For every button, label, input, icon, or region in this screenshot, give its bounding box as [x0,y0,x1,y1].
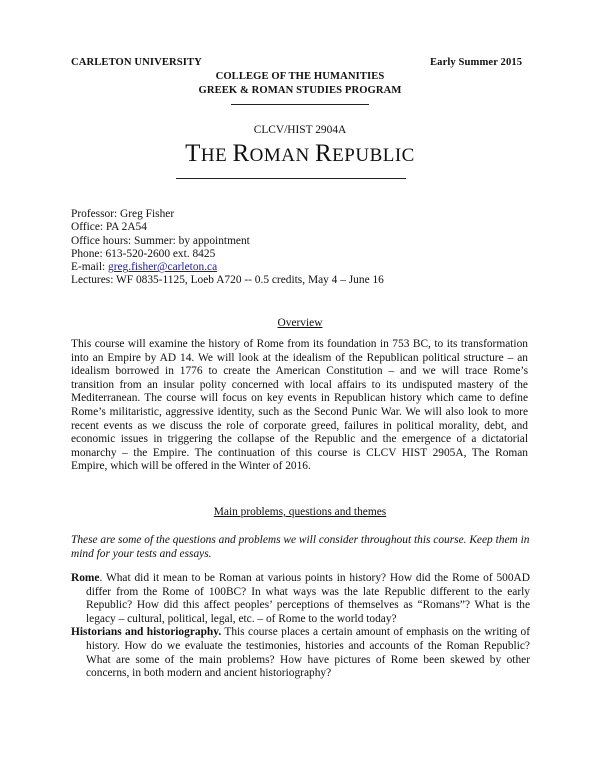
title-divider [176,178,406,179]
course-title [0,140,600,168]
theme-item-rome [71,572,530,626]
office-line: Office: PA 2A54 [71,221,147,234]
email-line [71,261,384,274]
themes-intro: These are some of the questions and problems we will consider throughout this course. Keep them in mind for your tests and essays. [71,534,530,560]
office-hours-line: Office hours: Summer: by appointment [71,234,250,247]
themes-list [71,572,530,681]
title-smallcaps-he: HE [200,145,233,166]
phone-line: Phone: 613-520-2600 ext. 8425 [71,247,216,260]
college-name: COLLEGE OF THE HUMANITIES [215,71,385,82]
title-cap-r2: R [314,140,333,167]
theme-term: Rome [71,572,100,584]
title-cap-t: T [185,140,201,167]
theme-term: Historians and historiography. [71,626,222,639]
course-code: CLCV/HIST 2904A [253,124,347,136]
theme-text: This course places a certain amount of emphasis on the writing of history. How do we evaluate the testimonies, histories and accounts of the Roman Republic? What are some of the main problems? How have pictures of Rome been skewed by other concerns, in both modern and ancient historiography? [86,626,530,680]
overview-paragraph: This course will examine the history of Rome from its foundation in 753 BC, to its transformation into an Empire by AD 14. We will look at the idealism of the Republican political structure – an idealism borrowed in 1776 to create the American Constitution – and we will trace Rome’s transition from an insular polity concerned with local affairs to its undisputed mastery of the Mediterranean. The course will focus on key events in Republican history which came to define Rome’s militaristic, aggressive identity, such as the Second Punic War. We will also look to more recent events as we discuss the role of corporate greed, failures in political morality, debt, and economic issues in triggering the collapse of the Republic and the emergence of a dictatorial monarchy – the Empire. The continuation of this course is CLCV HIST 2905A, The Roman Empire, which will be offered in the Winter of 2016. [71,338,528,473]
theme-text: . What did it mean to be Roman at various points in history? How did the Rome of 500AD differ from the Rome of 100BC? In what ways was the late Republic different to the early Republic? How did this affect peoples’ perceptions of themselves as “Romans”? What is the legacy – cultural, political, legal, etc. – of Rome to the world today? [86,572,530,625]
professor-line: Professor: Greg Fisher [71,208,175,220]
university-name: CARLETON UNIVERSITY [71,57,202,68]
title-smallcaps-oman: OMAN [249,145,315,166]
title-smallcaps-epublic: EPUBLIC [332,145,415,166]
program-name: GREEK & ROMAN STUDIES PROGRAM [198,85,402,96]
header-divider [231,104,369,105]
title-cap-r1: R [232,140,250,167]
email-label: E-mail: [71,261,109,274]
course-info [71,208,384,288]
theme-item-historiography [71,626,530,680]
themes-heading: Main problems, questions and themes [213,506,387,518]
lectures-line: Lectures: WF 0835-1125, Loeb A720 -- 0.5 credits, May 4 – June 16 [71,274,384,287]
email-link[interactable]: greg.fisher@carleton.ca [108,261,218,274]
term-label: Early Summer 2015 [430,57,523,68]
overview-heading: Overview [277,317,323,329]
